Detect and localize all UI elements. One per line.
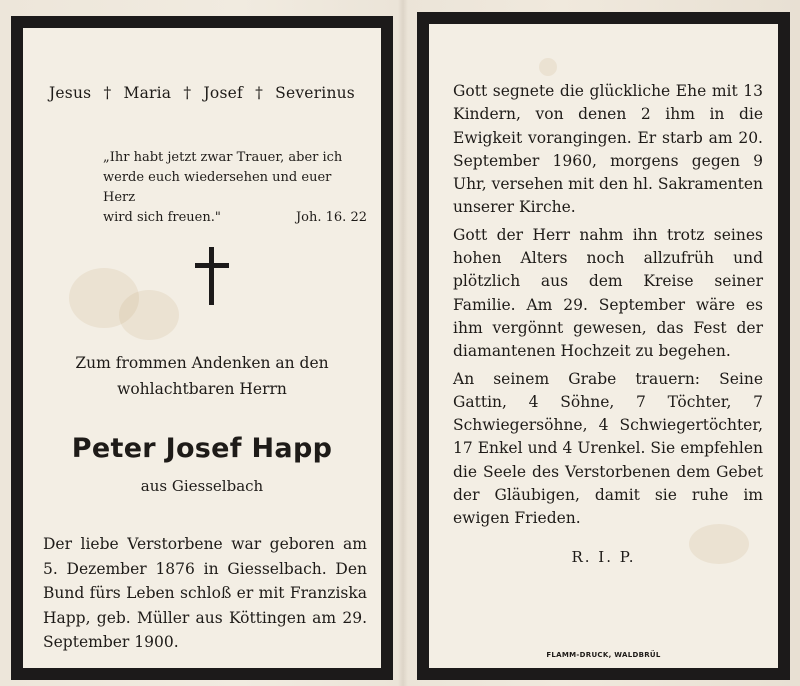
quote-reference: Joh. 16. 22 — [295, 210, 367, 225]
deceased-origin: aus Giesselbach — [140, 477, 264, 495]
obituary-text — [453, 80, 763, 535]
dedication-line: Zum frommen Andenken an den — [75, 354, 329, 372]
latin-cross-icon — [195, 247, 229, 305]
deceased-name: Peter Josef Happ — [71, 433, 333, 464]
paper-stain — [119, 290, 179, 340]
paper-stain — [539, 58, 557, 76]
right-panel — [417, 12, 790, 680]
obituary-paragraph: Gott der Herr nahm ihn trotz seines hohen Alters noch allzufrüh und plötzlich aus dem Kreise seiner Familie. Am 29. September wäre es ihm vergönnt gewesen, das Fest der diamantenen Hochzeit zu begehen. — [453, 225, 763, 361]
holy-name: Maria — [123, 84, 172, 102]
obituary-paragraph: Gott segnete die glückliche Ehe mit 13 Kindern, von denen 2 ihm in die Ewigkeit vorangingen. Er starb am 20. September 1960, morgens gegen 9 Uhr, versehen mit den hl. Sakramenten unserer Kirche. — [453, 82, 763, 217]
rip-text: R. I. P. — [571, 548, 636, 566]
memorial-dedication — [23, 350, 381, 402]
dagger-cross-icon: † — [255, 84, 264, 102]
fold-crease — [398, 0, 408, 686]
quote-line: „Ihr habt jetzt zwar Trauer, aber ich — [103, 150, 343, 165]
holy-name: Josef — [203, 84, 243, 102]
dagger-cross-icon: † — [103, 84, 112, 102]
holy-names-header — [23, 84, 381, 102]
holy-name: Severinus — [275, 84, 355, 102]
holy-name: Jesus — [49, 84, 92, 102]
quote-line: wird sich freuen." — [103, 210, 221, 225]
quote-line: werde euch wiedersehen und euer Herz — [103, 170, 332, 205]
dedication-line: wohlachtbaren Herrn — [117, 380, 287, 398]
printer-imprint: FLAMM-DRUCK, WALDBRÜL — [546, 651, 661, 659]
dagger-cross-icon: † — [183, 84, 192, 102]
obituary-paragraph: An seinem Grabe trauern: Seine Gattin, 4 Söhne, 7 Töchter, 7 Schwiegersöhne, 4 Schwiegertöchter, 17 Enkel und 4 Urenkel. Sie empfehlen die Seele des Verstorbenen dem Gebet der Gläubigen, damit sie ruhe im ewigen Frieden. — [453, 369, 763, 528]
left-panel — [11, 16, 393, 680]
bible-quote — [103, 148, 367, 228]
biography-paragraph: Der liebe Verstorbene war geboren am 5. Dezember 1876 in Giesselbach. Den Bund fürs Leben schloß er mit Franziska Happ, geb. Müller aus Köttingen am 29. September 1900. — [43, 535, 367, 651]
